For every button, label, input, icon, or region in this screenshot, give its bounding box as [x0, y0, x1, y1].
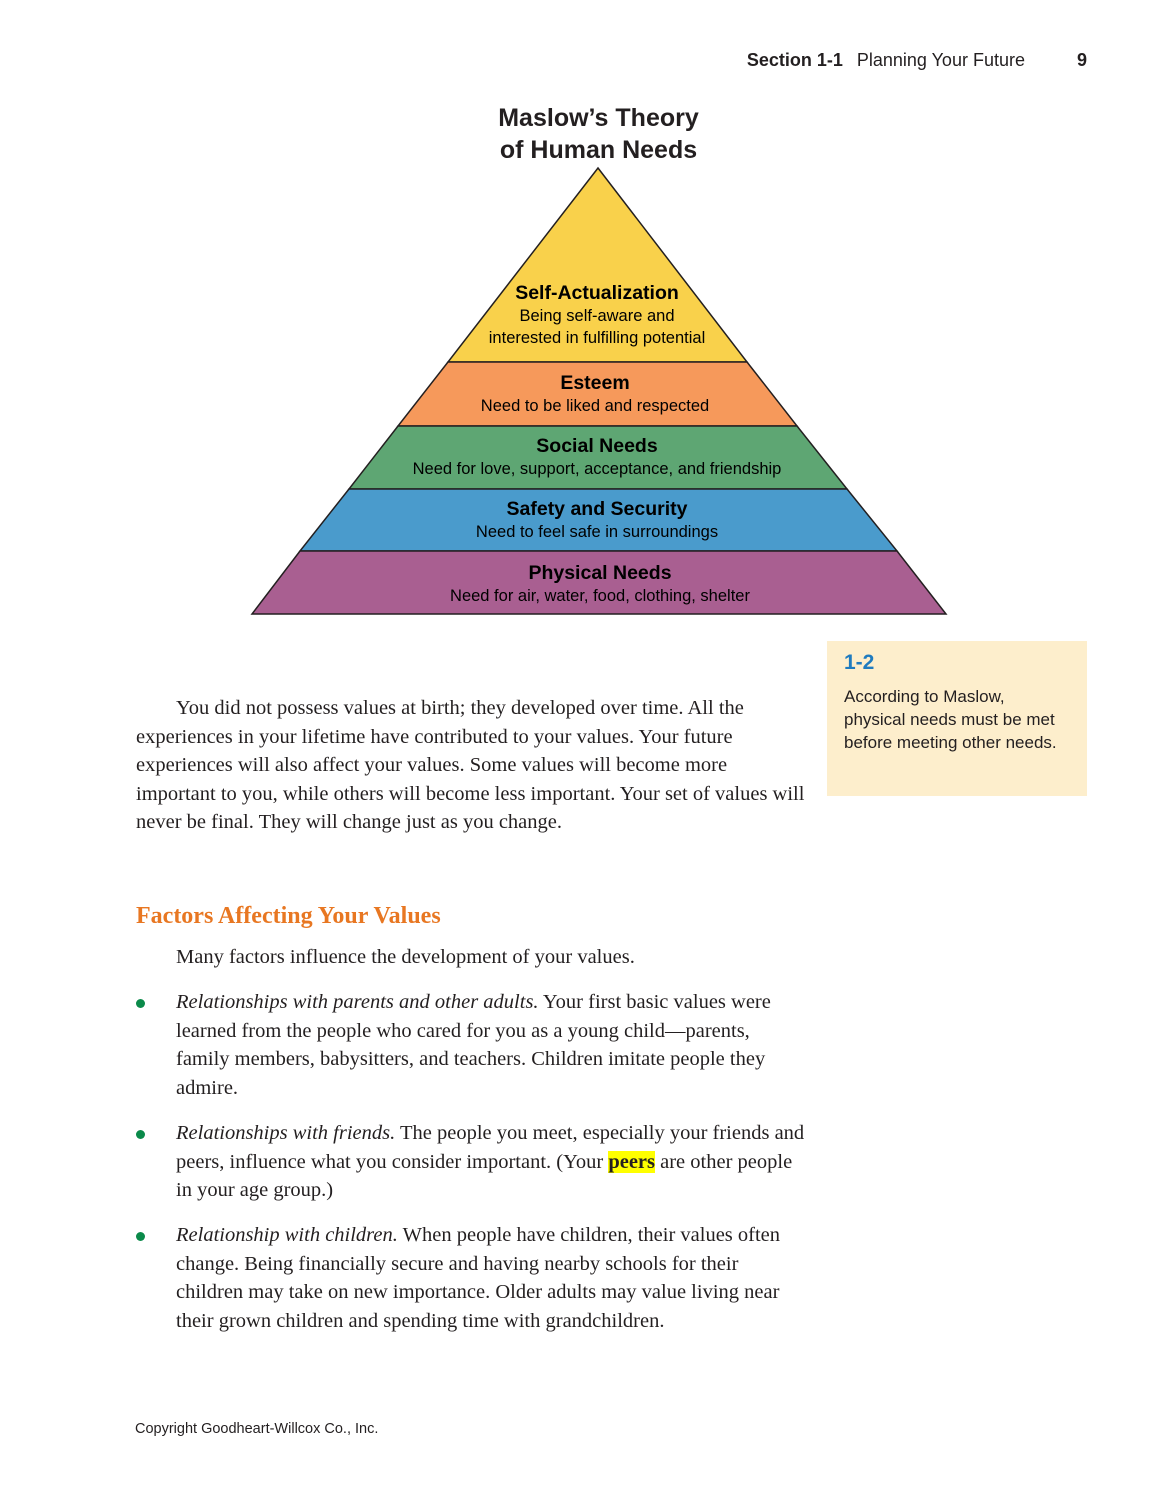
level-desc-safety-and-security: Need to feel safe in surroundings: [475, 523, 719, 541]
bullet-text: Your first basic values were learned from the people who cared for you as a young child—parents, family members, babysitters, and teachers. Children imitate people they admire.: [176, 991, 771, 1099]
level-name-social-needs: Social Needs: [536, 435, 658, 457]
figure-title-line2: of Human Needs: [499, 136, 698, 164]
header-title: Planning Your Future: [856, 50, 1025, 70]
bullet-lead: Relationships with friends.: [176, 1122, 396, 1144]
figure-callout: [827, 641, 1087, 796]
body-paragraph: You did not possess values at birth; they developed over time. All the experiences in your lifetime have contributed to your values. Your future experiences will also affect your values. Some values will become more important to you, while others will become less important. Your set of values will never be final. They will change just as you change.: [136, 697, 805, 833]
bullet-text-after: are other people in your age group.): [176, 1150, 793, 1201]
bullet-item: [136, 1119, 806, 1205]
header-section: Section 1-1: [746, 50, 843, 70]
level-name-esteem: Esteem: [560, 372, 630, 394]
callout-text: According to Maslow, physical needs must be met before meeting other needs.: [844, 687, 1057, 752]
maslow-pyramid: [0, 0, 1155, 640]
callout-number: 1-2: [844, 651, 875, 674]
bullet-text: When people have children, their values often change. Being financially secure and having nearby schools for their children may take on new importance. Older adults may value living near their grown children and spending time with grandchildren.: [176, 1224, 781, 1332]
bullet-dot: [136, 1130, 145, 1139]
figure-title-line1: Maslow’s Theory: [498, 104, 699, 132]
level-name-safety-and-security: Safety and Security: [506, 498, 688, 520]
level-desc-physical-needs: Need for air, water, food, clothing, shelter: [450, 587, 750, 605]
bullet-item: [136, 1221, 806, 1335]
level-name-physical-needs: Physical Needs: [528, 562, 672, 584]
level-desc-self-actualization-line2: interested in fulfilling potential: [488, 329, 706, 347]
bullet-dot: [136, 999, 145, 1008]
copyright: Copyright Goodheart-Willcox Co., Inc.: [135, 1421, 379, 1437]
section-intro: Many factors influence the development of your values.: [176, 946, 635, 968]
bullet-lead: Relationship with children.: [176, 1224, 398, 1246]
section-heading: Factors Affecting Your Values: [136, 903, 441, 929]
level-desc-social-needs: Need for love, support, acceptance, and friendship: [412, 460, 782, 478]
bullet-item: [136, 988, 806, 1102]
bullet-text: The people you meet, especially your friends and peers, influence what you consider important. (Your: [176, 1122, 805, 1173]
level-desc-esteem: Need to be liked and respected: [480, 397, 710, 415]
highlighted-term: peers: [608, 1150, 655, 1173]
level-desc-self-actualization-line1: Being self-aware and: [519, 307, 675, 325]
level-name-self-actualization: Self-Actualization: [515, 282, 679, 304]
bullet-lead: Relationships with parents and other adults.: [176, 991, 539, 1013]
page-number: 9: [1076, 50, 1087, 70]
bullet-dot: [136, 1232, 145, 1241]
